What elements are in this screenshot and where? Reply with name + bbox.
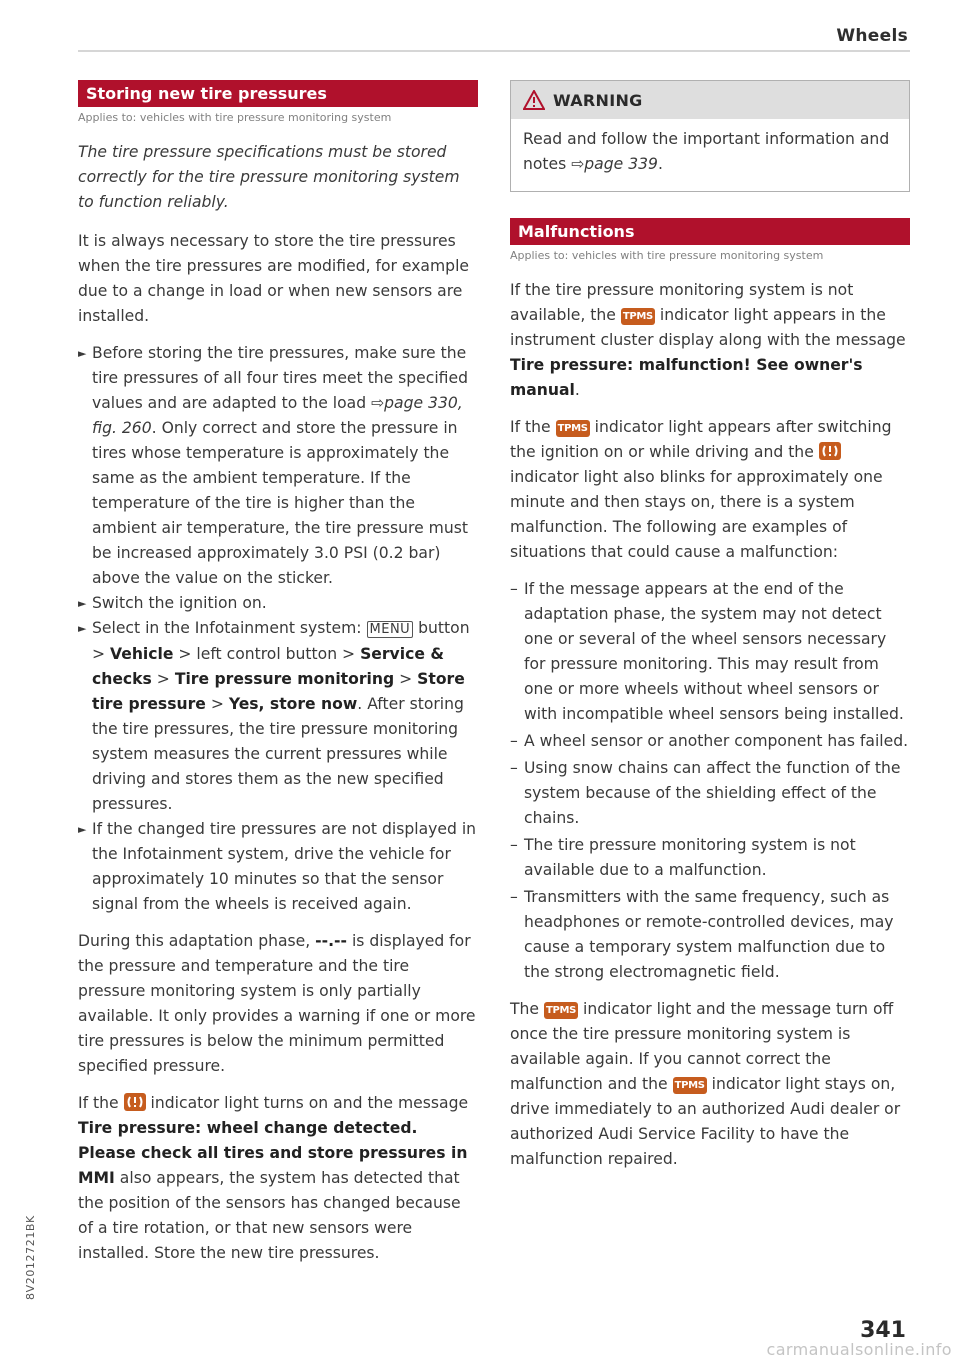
triangle-bullet-icon: ► [78, 622, 87, 635]
menu-path-yes-store: Yes, store now [228, 695, 358, 713]
warning-box [510, 80, 910, 192]
paragraph-store-always: It is always necessary to store the tire pressures when the tire pressures are modified, for example due to a change in load or when new sensors are installed. [78, 232, 470, 325]
paragraph-text: If the tire pressure monitoring system is not available, the [510, 281, 854, 324]
warning-header [511, 81, 909, 119]
page-reference-link[interactable]: ⇨page 330, fig. 260 [92, 394, 463, 437]
paragraph-text: If the [78, 1094, 124, 1112]
step-text: Select in the Infotainment system: [92, 619, 367, 637]
header-rule [78, 50, 910, 52]
right-column [510, 80, 910, 1184]
tpms-indicator-icon: TPMS [556, 420, 590, 437]
list-item-text: A wheel sensor or another component has failed. [524, 732, 909, 750]
step-text: button > [92, 619, 470, 663]
menu-path-vehicle: Vehicle [110, 645, 174, 663]
list-item [510, 756, 910, 831]
tpms-indicator-icon: TPMS [544, 1002, 578, 1019]
dash-bullet: – [510, 580, 518, 598]
step-text: Before storing the tire pressures, make sure the tire pressures of all four tires meet the specified values and are adapted to the load [92, 344, 468, 412]
list-item-text: The tire pressure monitoring system is not available due to a malfunction. [524, 836, 856, 879]
tpms-indicator-icon: TPMS [621, 308, 655, 325]
tire-warning-icon [819, 442, 841, 460]
paragraph-wheel-change [78, 1091, 478, 1266]
menu-path-service-checks: Service & checks [92, 645, 444, 688]
dash-bullet: – [510, 732, 518, 750]
page-reference-link[interactable]: ⇨page 339 [571, 155, 658, 173]
paragraph-text: indicator light turns on and the message [145, 1094, 469, 1112]
menu-path-tire-monitoring: Tire pressure monitoring [174, 670, 395, 688]
step-drive-vehicle [78, 817, 478, 917]
tire-warning-icon [124, 1093, 146, 1111]
triangle-bullet-icon: ► [78, 823, 87, 836]
applies-to-note: Applies to: vehicles with tire pressure monitoring system [78, 111, 392, 124]
paragraph-not-available [510, 278, 910, 403]
paragraph-text: indicator light appears in the instrument cluster display along with the message [510, 306, 906, 349]
intro-text: The tire pressure specifications must be stored correctly for the tire pressure monitoring system to function reliably. [78, 143, 460, 211]
tpms-indicator-icon: TPMS [673, 1077, 707, 1094]
list-item [510, 885, 910, 985]
paragraph-text: indicator light appears after switching the ignition on or while driving and the [510, 418, 892, 461]
step-text: If the changed tire pressures are not displayed in the Infotainment system, drive the vehicle for approximately 10 minutes so that the sensor signal from the wheels is received again. [92, 820, 477, 913]
paragraph-text: . [574, 381, 580, 399]
step-text: > [394, 670, 418, 688]
paragraph-text: indicator light also blinks for approximately one minute and then stays on, there is a system malfunction. The following are examples of situations that could cause a malfunction: [510, 468, 883, 561]
heading-storing-tire-pressures: Storing new tire pressures [78, 80, 478, 107]
section-title: Wheels [836, 26, 908, 46]
step-select-menu [78, 616, 478, 817]
heading-malfunctions: Malfunctions [510, 218, 910, 245]
triangle-bullet-icon: ► [78, 347, 87, 360]
list-item [510, 729, 910, 754]
list-item [510, 577, 910, 727]
left-column [78, 80, 478, 1278]
step-text: > [151, 670, 175, 688]
paragraph-text: indicator light stays on, drive immediately to an authorized Audi dealer or authorized Audi Service Facility to have the malfunction repaired. [510, 1075, 901, 1168]
adaptation-dashes: --.-- [315, 932, 347, 950]
paragraph-text: The [510, 1000, 544, 1018]
step-text: . After storing the tire pressures, the tire pressure monitoring system measures the current pressures while driving and stores them as the new specified pressures. [92, 695, 464, 813]
step-text: Switch the ignition on. [92, 594, 267, 612]
applies-to-note: Applies to: vehicles with tire pressure monitoring system [510, 249, 824, 262]
paragraph-text: is displayed for the pressure and temperature and the tire pressure monitoring system is only partially available. It only provides a warning if one or more tire pressures is below the minimum permitted specified pressure. [78, 932, 476, 1075]
list-item-text: Using snow chains can affect the function of the system because of the shielding effect of the chains. [524, 759, 901, 827]
menu-path-store-pressure: Store tire pressure [92, 670, 465, 713]
step-ignition-on [78, 591, 478, 616]
list-item [510, 833, 910, 883]
warning-text: Read and follow the important information and notes [523, 130, 890, 173]
warning-text: . [657, 155, 663, 173]
warning-triangle-icon [523, 90, 545, 110]
step-text: . Only correct and store the pressure in tires whose temperature is approximately the same as the ambient temperature. If the temperature of the tire is higher than the ambient air temperature, the tire pressure must be increased approximately 3.0 PSI (0.2 bar) above the value on the sticker. [92, 419, 468, 587]
triangle-bullet-icon: ► [78, 597, 87, 610]
step-check-pressures [78, 341, 478, 591]
menu-key: MENU [367, 621, 414, 638]
warning-body [511, 119, 909, 191]
paragraph-text: also appears, the system has detected that the position of the sensors has changed because of a tire rotation, or that new sensors were installed. Store the new tire pressures. [78, 1169, 461, 1262]
paragraph-text: indicator light and the message turn off once the tire pressure monitoring system is available again. If you cannot correct the malfunction and the [510, 1000, 894, 1093]
message-malfunction: Tire pressure: malfunction! See owner's manual [510, 356, 863, 399]
warning-title: WARNING [553, 90, 643, 110]
document-code: 8V2012721BK [24, 1215, 37, 1300]
paragraph-adaptation [78, 929, 478, 1079]
step-text: > [205, 695, 229, 713]
dash-bullet: – [510, 836, 518, 854]
dash-bullet: – [510, 759, 518, 777]
paragraph-system-malfunction [510, 415, 910, 565]
paragraph-text: During this adaptation phase, [78, 932, 316, 950]
dash-bullet: – [510, 888, 518, 906]
message-wheel-change: Tire pressure: wheel change detected. Please check all tires and store pressures in MMI [78, 1119, 468, 1187]
paragraph-text: If the [510, 418, 556, 436]
page-number: 341 [860, 1318, 906, 1343]
list-item-text: If the message appears at the end of the adaptation phase, the system may not detect one or several of the wheel sensors necessary for pressure monitoring. This may result from one or more wheels without wheel sensors or with incompatible wheel sensors being installed. [524, 580, 904, 723]
watermark: carmanualsonline.info [766, 1340, 952, 1359]
list-item-text: Transmitters with the same frequency, such as headphones or remote-controlled devices, may cause a temporary system malfunction due to the strong electromagnetic field. [524, 888, 894, 981]
step-text: > left control button > [173, 645, 361, 663]
paragraph-turn-off [510, 997, 910, 1172]
